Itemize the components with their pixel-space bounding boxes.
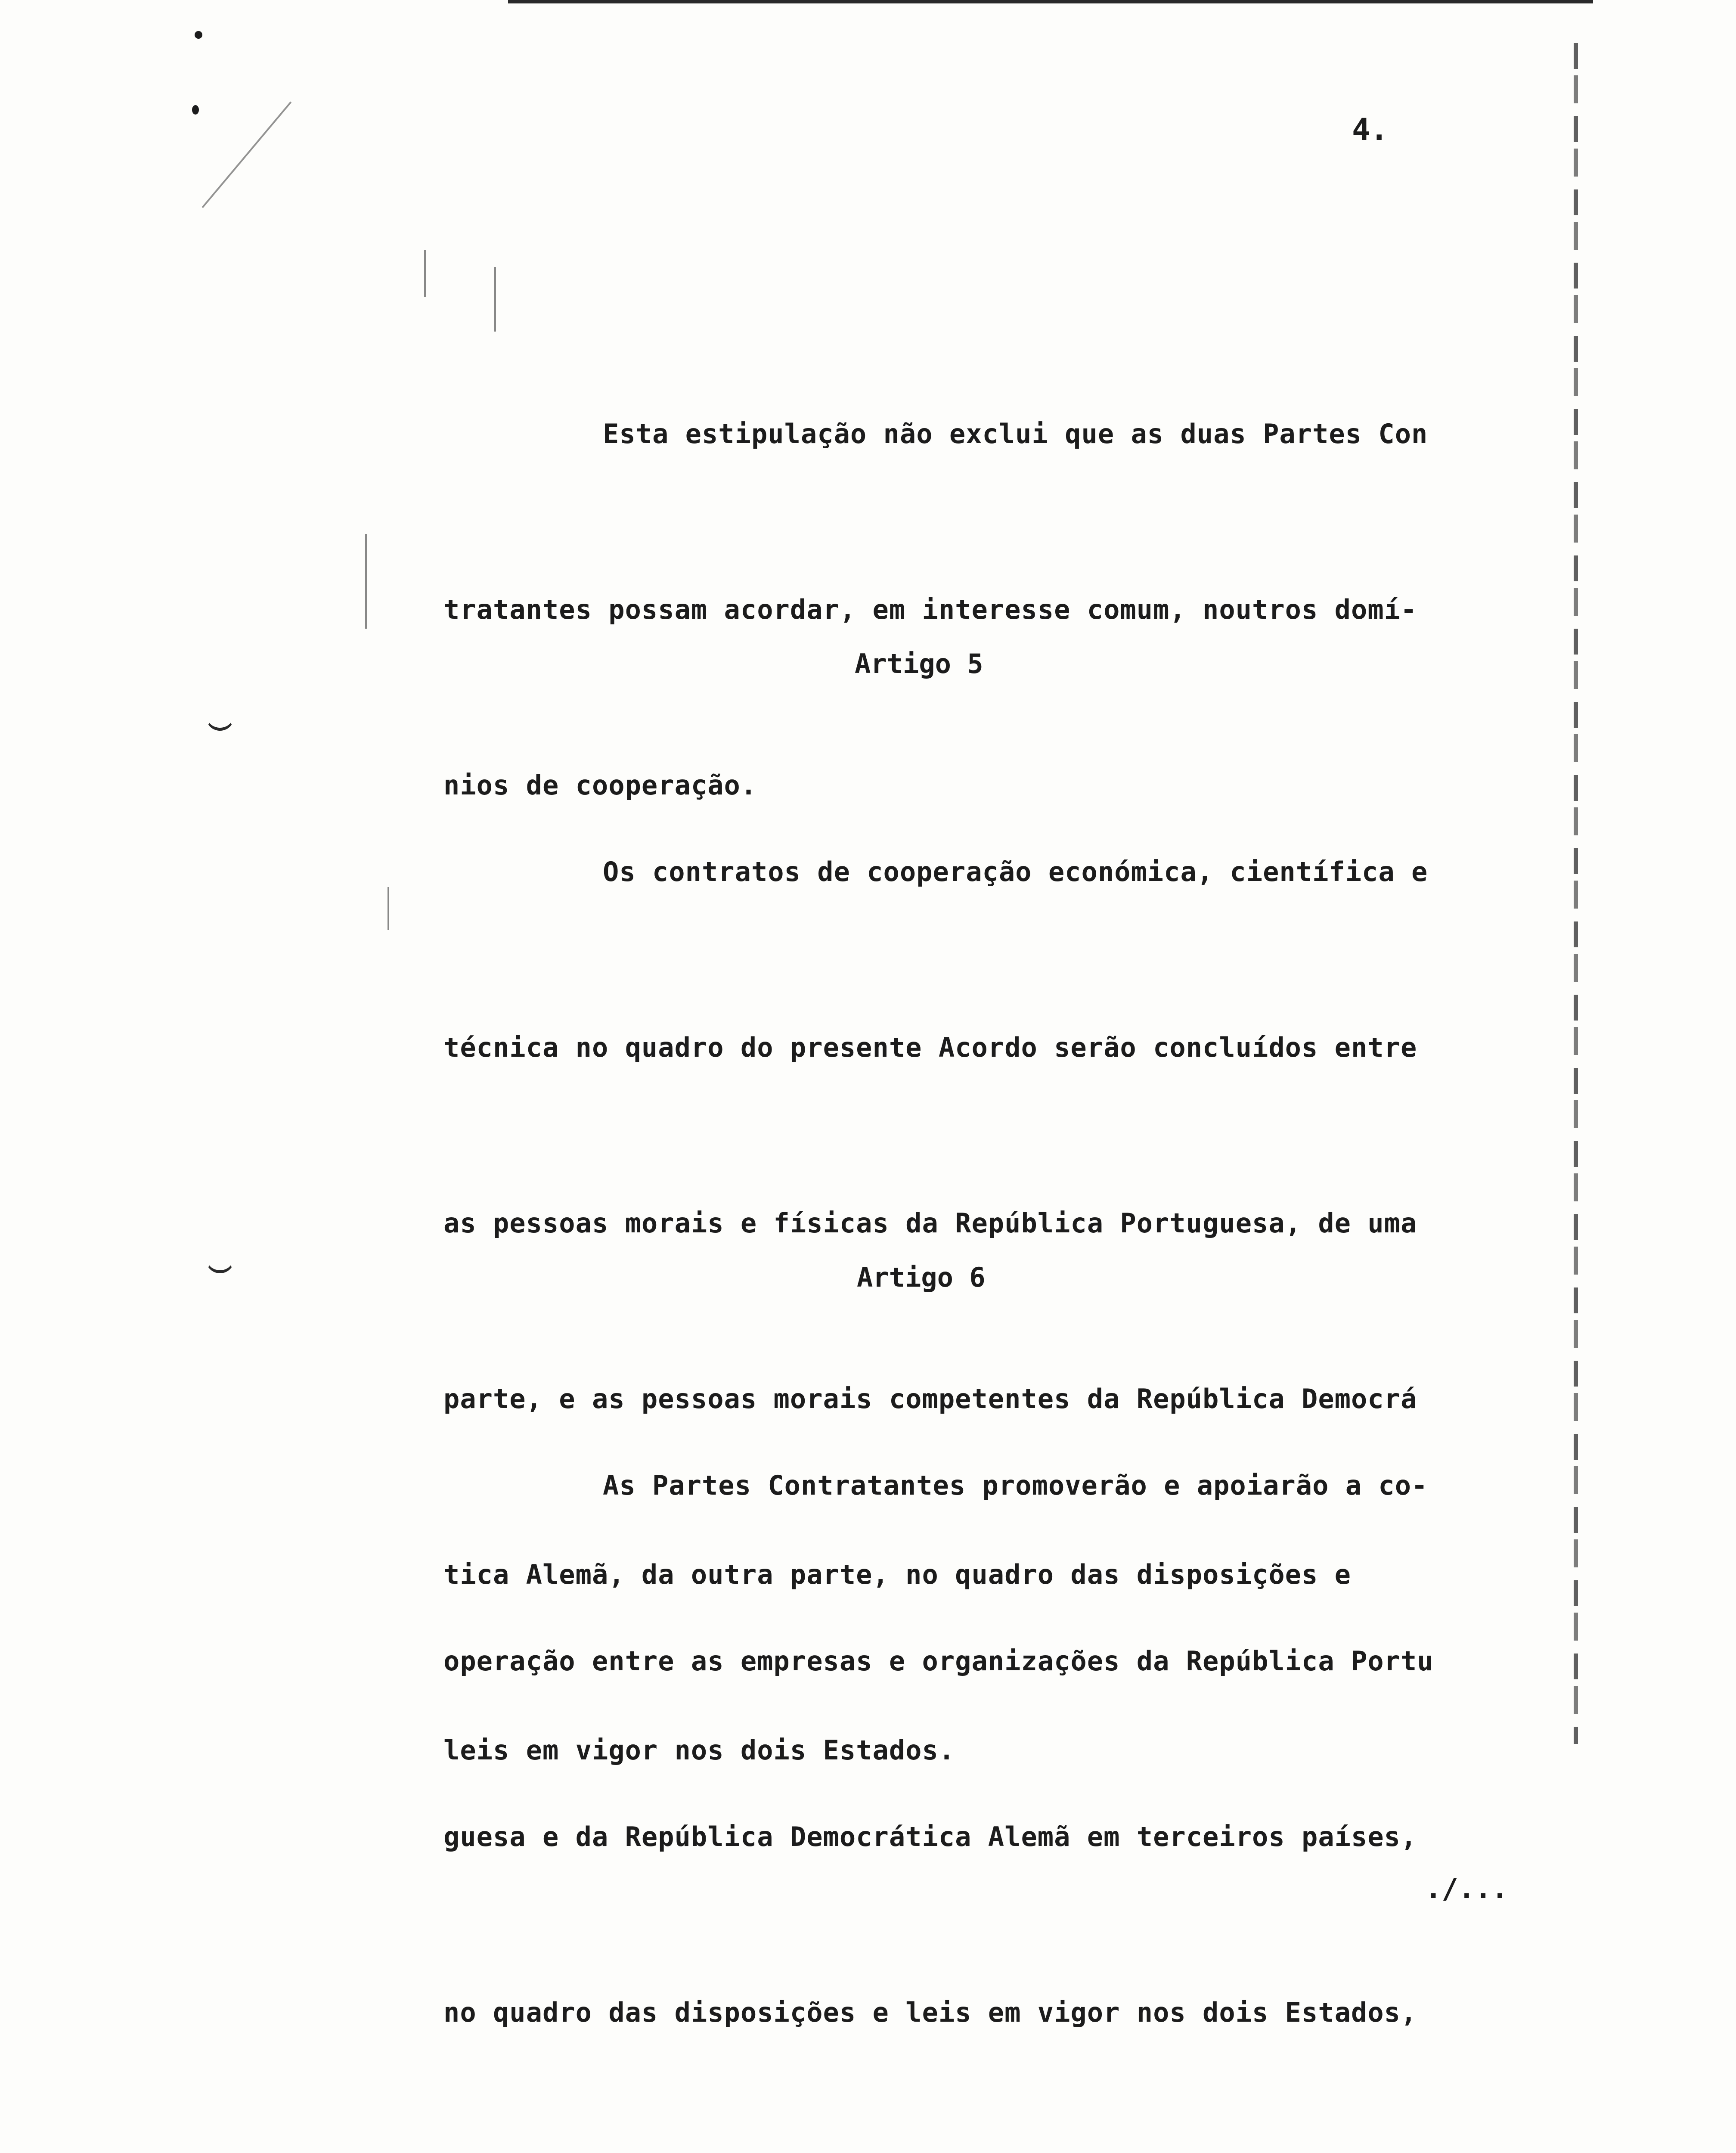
paragraph-line: leis em vigor nos dois Estados. <box>443 1734 955 1766</box>
margin-tick <box>365 534 367 629</box>
margin-tick <box>388 887 389 930</box>
page-number: 4. <box>1352 112 1389 147</box>
paragraph-line: tratantes possam acordar, em interesse comum, noutros domí- <box>443 594 1417 625</box>
margin-tick <box>424 250 426 297</box>
paragraph-line: Os contratos de cooperação económica, científica e <box>603 856 1428 887</box>
scan-top-edge <box>508 0 1593 3</box>
paragraph-line: nios de cooperação. <box>443 769 757 801</box>
paragraph-line: guesa e da República Democrática Alemã em terceiros países, <box>443 1821 1417 1852</box>
article5-heading: Artigo 5 <box>855 648 983 679</box>
scan-right-edge <box>1574 43 1578 1744</box>
article6-paragraph <box>443 1339 1434 2153</box>
paragraph-line: Esta estipulação não exclui que as duas Partes Con <box>603 418 1428 450</box>
binding-bracket-mark <box>206 715 234 731</box>
paragraph-line: técnica no quadro do presente Acordo serão concluídos entre <box>443 1032 1417 1063</box>
pencil-stroke <box>202 102 291 208</box>
article6-heading: Artigo 6 <box>857 1262 986 1293</box>
continuation-mark: ./... <box>1425 1873 1508 1905</box>
paragraph-line: parte, e as pessoas morais competentes da República Democrá <box>443 1383 1417 1415</box>
paragraph-line: as pessoas morais e físicas da República Portuguesa, de uma <box>443 1207 1417 1239</box>
paragraph-line: As Partes Contratantes promoverão e apoiarão a co- <box>603 1470 1428 1501</box>
paragraph-line: operação entre as empresas e organizações da República Portu <box>443 1645 1434 1677</box>
binding-bracket-mark <box>206 1257 234 1273</box>
punch-dot-mark <box>192 105 199 115</box>
paragraph-line: no quadro das disposições e leis em vigor nos dois Estados, <box>443 1997 1417 2028</box>
paragraph-line: tica Alemã, da outra parte, no quadro das disposições e <box>443 1559 1351 1590</box>
punch-dot-mark <box>195 31 202 39</box>
